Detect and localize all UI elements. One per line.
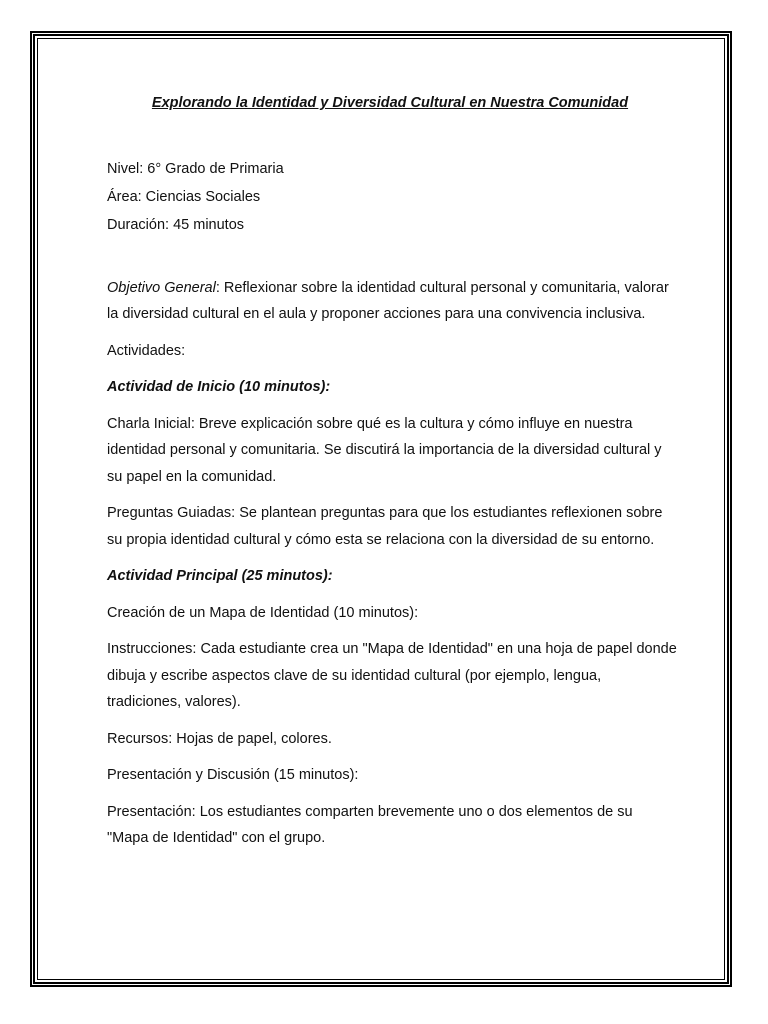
activity-inicio-heading: Actividad de Inicio (10 minutos): — [107, 379, 331, 395]
recursos-paragraph: Recursos: Hojas de papel, colores. — [107, 730, 332, 747]
objective-paragraph — [107, 275, 677, 328]
objective-text: : Reflexionar sobre la identidad cultural personal y comunitaria, valorar la diversidad cultural en el aula y proponer acciones para una convivencia inclusiva. — [107, 279, 669, 322]
preguntas-guiadas-paragraph: Preguntas Guiadas: Se plantean preguntas para que los estudiantes reflexionen sobre su propia identidad cultural y cómo esta se relaciona con la diversidad de su entorno. — [107, 505, 663, 548]
instrucciones-paragraph: Instrucciones: Cada estudiante crea un "Mapa de Identidad" en una hoja de papel donde dibuja y escribe aspectos clave de su identidad cultural (por ejemplo, lengua, tradiciones, valores). — [107, 641, 677, 710]
activities-label: Actividades: — [107, 342, 186, 359]
presentacion-discusion-subheading: Presentación y Discusión (15 minutos): — [107, 767, 359, 783]
course-info — [107, 155, 677, 239]
document-body — [107, 90, 677, 862]
objective-label: Objetivo General — [107, 279, 216, 296]
charla-inicial-paragraph: Charla Inicial: Breve explicación sobre qué es la cultura y cómo influye en nuestra identidad personal y comunitaria. Se discutirá la importancia de la diversidad cultural y su papel en la comunidad. — [107, 415, 662, 485]
area-line: Área: Ciencias Sociales — [107, 188, 261, 205]
mapa-identidad-subheading: Creación de un Mapa de Identidad (10 minutos): — [107, 604, 419, 621]
presentacion-paragraph: Presentación: Los estudiantes comparten brevemente uno o dos elementos de su "Mapa de Identidad" con el grupo. — [107, 803, 633, 846]
level-line: Nivel: 6° Grado de Primaria — [107, 160, 284, 177]
duration-line: Duración: 45 minutos — [107, 216, 245, 233]
document-title: Explorando la Identidad y Diversidad Cultural en Nuestra Comunidad — [151, 95, 629, 111]
activity-principal-heading: Actividad Principal (25 minutos): — [107, 568, 333, 584]
